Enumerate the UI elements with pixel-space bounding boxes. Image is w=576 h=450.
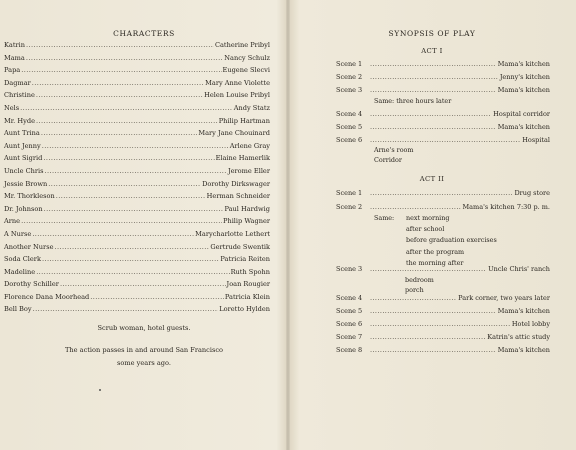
scene-note: before graduation exercises [406, 236, 497, 245]
act2-scene3-sub2: porch [405, 286, 424, 294]
cast-row [4, 66, 270, 79]
scene-row [336, 60, 550, 68]
dot-leader [33, 305, 219, 313]
cast-row [4, 230, 270, 243]
dot-leader [43, 154, 214, 162]
cast-row [4, 293, 270, 306]
cast-row [4, 154, 270, 167]
actor-name: Patricia Reiten [220, 255, 270, 264]
actor-name: Mary Anne Violette [205, 78, 270, 87]
dot-leader [370, 333, 485, 341]
dot-leader [20, 104, 233, 112]
actor-name: Joan Rougier [226, 280, 270, 289]
cast-row [4, 41, 270, 54]
role-name: Arne [4, 217, 21, 226]
actor-name: Ruth Spohn [230, 267, 270, 276]
act1-scene6-sub2: Corridor [374, 156, 402, 164]
cast-row [4, 54, 270, 67]
cast-list [4, 41, 270, 318]
actor-name: Paul Hardwig [224, 204, 270, 213]
scene-location: Mama's kitchen [497, 60, 550, 68]
dot-leader [45, 167, 227, 175]
role-name: Dorothy Schiller [4, 280, 59, 289]
role-name: Another Nurse [4, 242, 54, 251]
role-name: Aunt Sigrid [4, 154, 43, 163]
scene-row [336, 189, 550, 197]
actor-name: Jerome Eller [227, 166, 270, 175]
dot-leader [42, 255, 219, 263]
synopsis-title: SYNOPSIS OF PLAY [388, 29, 476, 38]
scene-number: Scene 5 [336, 123, 363, 131]
characters-title: CHARACTERS [113, 29, 175, 38]
scene-row [336, 110, 550, 118]
actor-name: Eugene Slecvi [222, 66, 270, 75]
actor-name: Philip Wagner [223, 217, 270, 226]
scene-number: Scene 4 [336, 110, 363, 118]
scene-number: Scene 8 [336, 346, 363, 354]
dot-leader [370, 110, 491, 118]
actor-name: Patricia Klein [224, 292, 270, 301]
role-name: Dr. Johnson [4, 204, 43, 213]
role-name: Florence Dana Moorhead [4, 292, 90, 301]
scene-note: after school [406, 225, 445, 234]
dot-leader [26, 54, 223, 62]
scene-number: Scene 3 [336, 265, 363, 273]
scene-location: Hospital [522, 136, 550, 144]
role-name: A Nurse [4, 229, 32, 238]
scene-row [336, 123, 550, 131]
actor-name: Loretto Hylden [219, 305, 270, 314]
scene-row [336, 346, 550, 354]
act2-scene3-sub1: bedroom [405, 276, 434, 284]
role-name: Mama [4, 53, 25, 62]
dot-leader [370, 86, 496, 94]
cast-row [4, 268, 270, 281]
cast-row [4, 104, 270, 117]
scene-location: Hotel lobby [511, 320, 550, 328]
scene-number: Scene 3 [336, 86, 363, 94]
actor-name: Helen Louise Pribyl [204, 91, 270, 100]
scene-number: Scene 1 [336, 189, 363, 197]
cast-row [4, 91, 270, 104]
scene-number: Scene 5 [336, 307, 363, 315]
setting-line-1: The action passes in and around San Francisco [65, 346, 223, 354]
actor-name: Elaine Hamerlik [215, 154, 270, 163]
dot-leader [90, 293, 224, 301]
scene-row [336, 86, 550, 94]
dot-leader [26, 41, 214, 49]
actor-name: Marycharlotte Lethert [195, 229, 270, 238]
act2-label: ACT II [419, 175, 445, 183]
role-name: Aunt Trina [4, 129, 40, 138]
scene-location: Mama's kitchen [497, 86, 550, 94]
role-name: Aunt Jenny [4, 141, 41, 150]
scene-number: Scene 2 [336, 203, 363, 211]
scene-row [336, 307, 550, 315]
actor-name: Arlene Gray [229, 141, 270, 150]
role-name: Christine [4, 91, 35, 100]
cast-row [4, 79, 270, 92]
act2-scene2-same: Same: [374, 214, 395, 222]
scene-row [336, 136, 550, 144]
dot-leader [56, 192, 206, 200]
scene-row [336, 333, 550, 341]
scene-location: Mama's kitchen 7:30 p. m. [462, 203, 550, 211]
scene-location: Hospital corridor [493, 110, 550, 118]
scene-number: Scene 1 [336, 60, 363, 68]
cast-row [4, 167, 270, 180]
role-name: Soda Clerk [4, 255, 41, 264]
cast-row [4, 129, 270, 142]
dot-leader [42, 142, 229, 150]
dot-leader [54, 243, 209, 251]
dot-leader [48, 180, 201, 188]
cast-row [4, 255, 270, 268]
act1-scene6-sub1: Arne's room [374, 146, 414, 154]
dot-leader [21, 217, 222, 225]
scene-note: after the program [406, 247, 465, 256]
scene-location: Uncle Chris' ranch [488, 265, 550, 273]
extras-line: Scrub woman, hotel guests. [97, 324, 191, 332]
scene-row [336, 203, 550, 211]
role-name: Papa [4, 66, 21, 75]
scene-number: Scene 6 [336, 320, 363, 328]
scene-location: Drug store [514, 189, 550, 197]
dot-leader [370, 123, 496, 131]
dot-leader [32, 230, 194, 238]
dot-leader [21, 66, 221, 74]
actor-name: Philip Hartman [218, 116, 270, 125]
dot-leader [370, 136, 520, 144]
scene-note: next morning [406, 214, 450, 222]
scene-number: Scene 2 [336, 73, 363, 81]
dot-leader [36, 91, 203, 99]
scene-row [336, 73, 550, 81]
role-name: Dagmar [4, 78, 31, 87]
cast-row [4, 180, 270, 193]
scene-location: Park corner, two years later [458, 294, 550, 302]
dot-leader [370, 189, 512, 197]
role-name: Mr. Thorkleson [4, 192, 55, 201]
synopsis-page [288, 0, 576, 450]
cast-row [4, 217, 270, 230]
role-name: Mr. Hyde [4, 116, 35, 125]
dot-leader [370, 307, 496, 315]
act1-scene3-note: Same: three hours later [374, 97, 452, 105]
cast-row [4, 243, 270, 256]
scene-location: Jenny's kitchen [499, 73, 550, 81]
actor-name: Nancy Schulz [224, 53, 270, 62]
actor-name: Mary Jane Chouinard [198, 129, 270, 138]
cast-row [4, 117, 270, 130]
cast-row [4, 192, 270, 205]
cast-row [4, 280, 270, 293]
dot-leader [370, 320, 510, 328]
dot-leader [32, 79, 204, 87]
dot-leader [370, 346, 496, 354]
cast-row [4, 305, 270, 318]
scene-note: the morning after [406, 258, 464, 267]
scene-number: Scene 7 [336, 333, 363, 341]
actor-name: Andy Statz [233, 103, 270, 112]
dot-leader [36, 117, 218, 125]
role-name: Bell Boy [4, 305, 32, 314]
dot-leader [41, 129, 198, 137]
actor-name: Dorothy Dirkswager [202, 179, 270, 188]
dot-leader [370, 73, 498, 81]
role-name: Katrin [4, 41, 26, 49]
cast-row [4, 205, 270, 218]
role-name: Madeline [4, 267, 36, 276]
actor-name: Catherine Pribyl [214, 41, 270, 49]
scene-location: Mama's kitchen [497, 123, 550, 131]
dot-leader [36, 268, 229, 276]
scene-row [336, 294, 550, 302]
cast-row [4, 142, 270, 155]
scene-number: Scene 4 [336, 294, 363, 302]
scene-location: Katrin's attic study [487, 333, 550, 341]
scene-number: Scene 6 [336, 136, 363, 144]
act1-label: ACT I [421, 47, 443, 55]
dot-leader [370, 203, 461, 211]
dot-leader [44, 205, 224, 213]
role-name: Jessie Brown [4, 179, 48, 188]
actor-name: Gertrude Swentik [210, 242, 270, 251]
dot-leader [370, 60, 496, 68]
role-name: Uncle Chris [4, 166, 44, 175]
scene-location: Mama's kitchen [497, 346, 550, 354]
dot-leader [60, 280, 226, 288]
scene-location: Mama's kitchen [497, 307, 550, 315]
role-name: Nels [4, 103, 20, 112]
actor-name: Herman Schneider [206, 192, 270, 201]
scene-row [336, 320, 550, 328]
ornament-dot [99, 389, 101, 391]
setting-line-2: some years ago. [117, 359, 171, 367]
